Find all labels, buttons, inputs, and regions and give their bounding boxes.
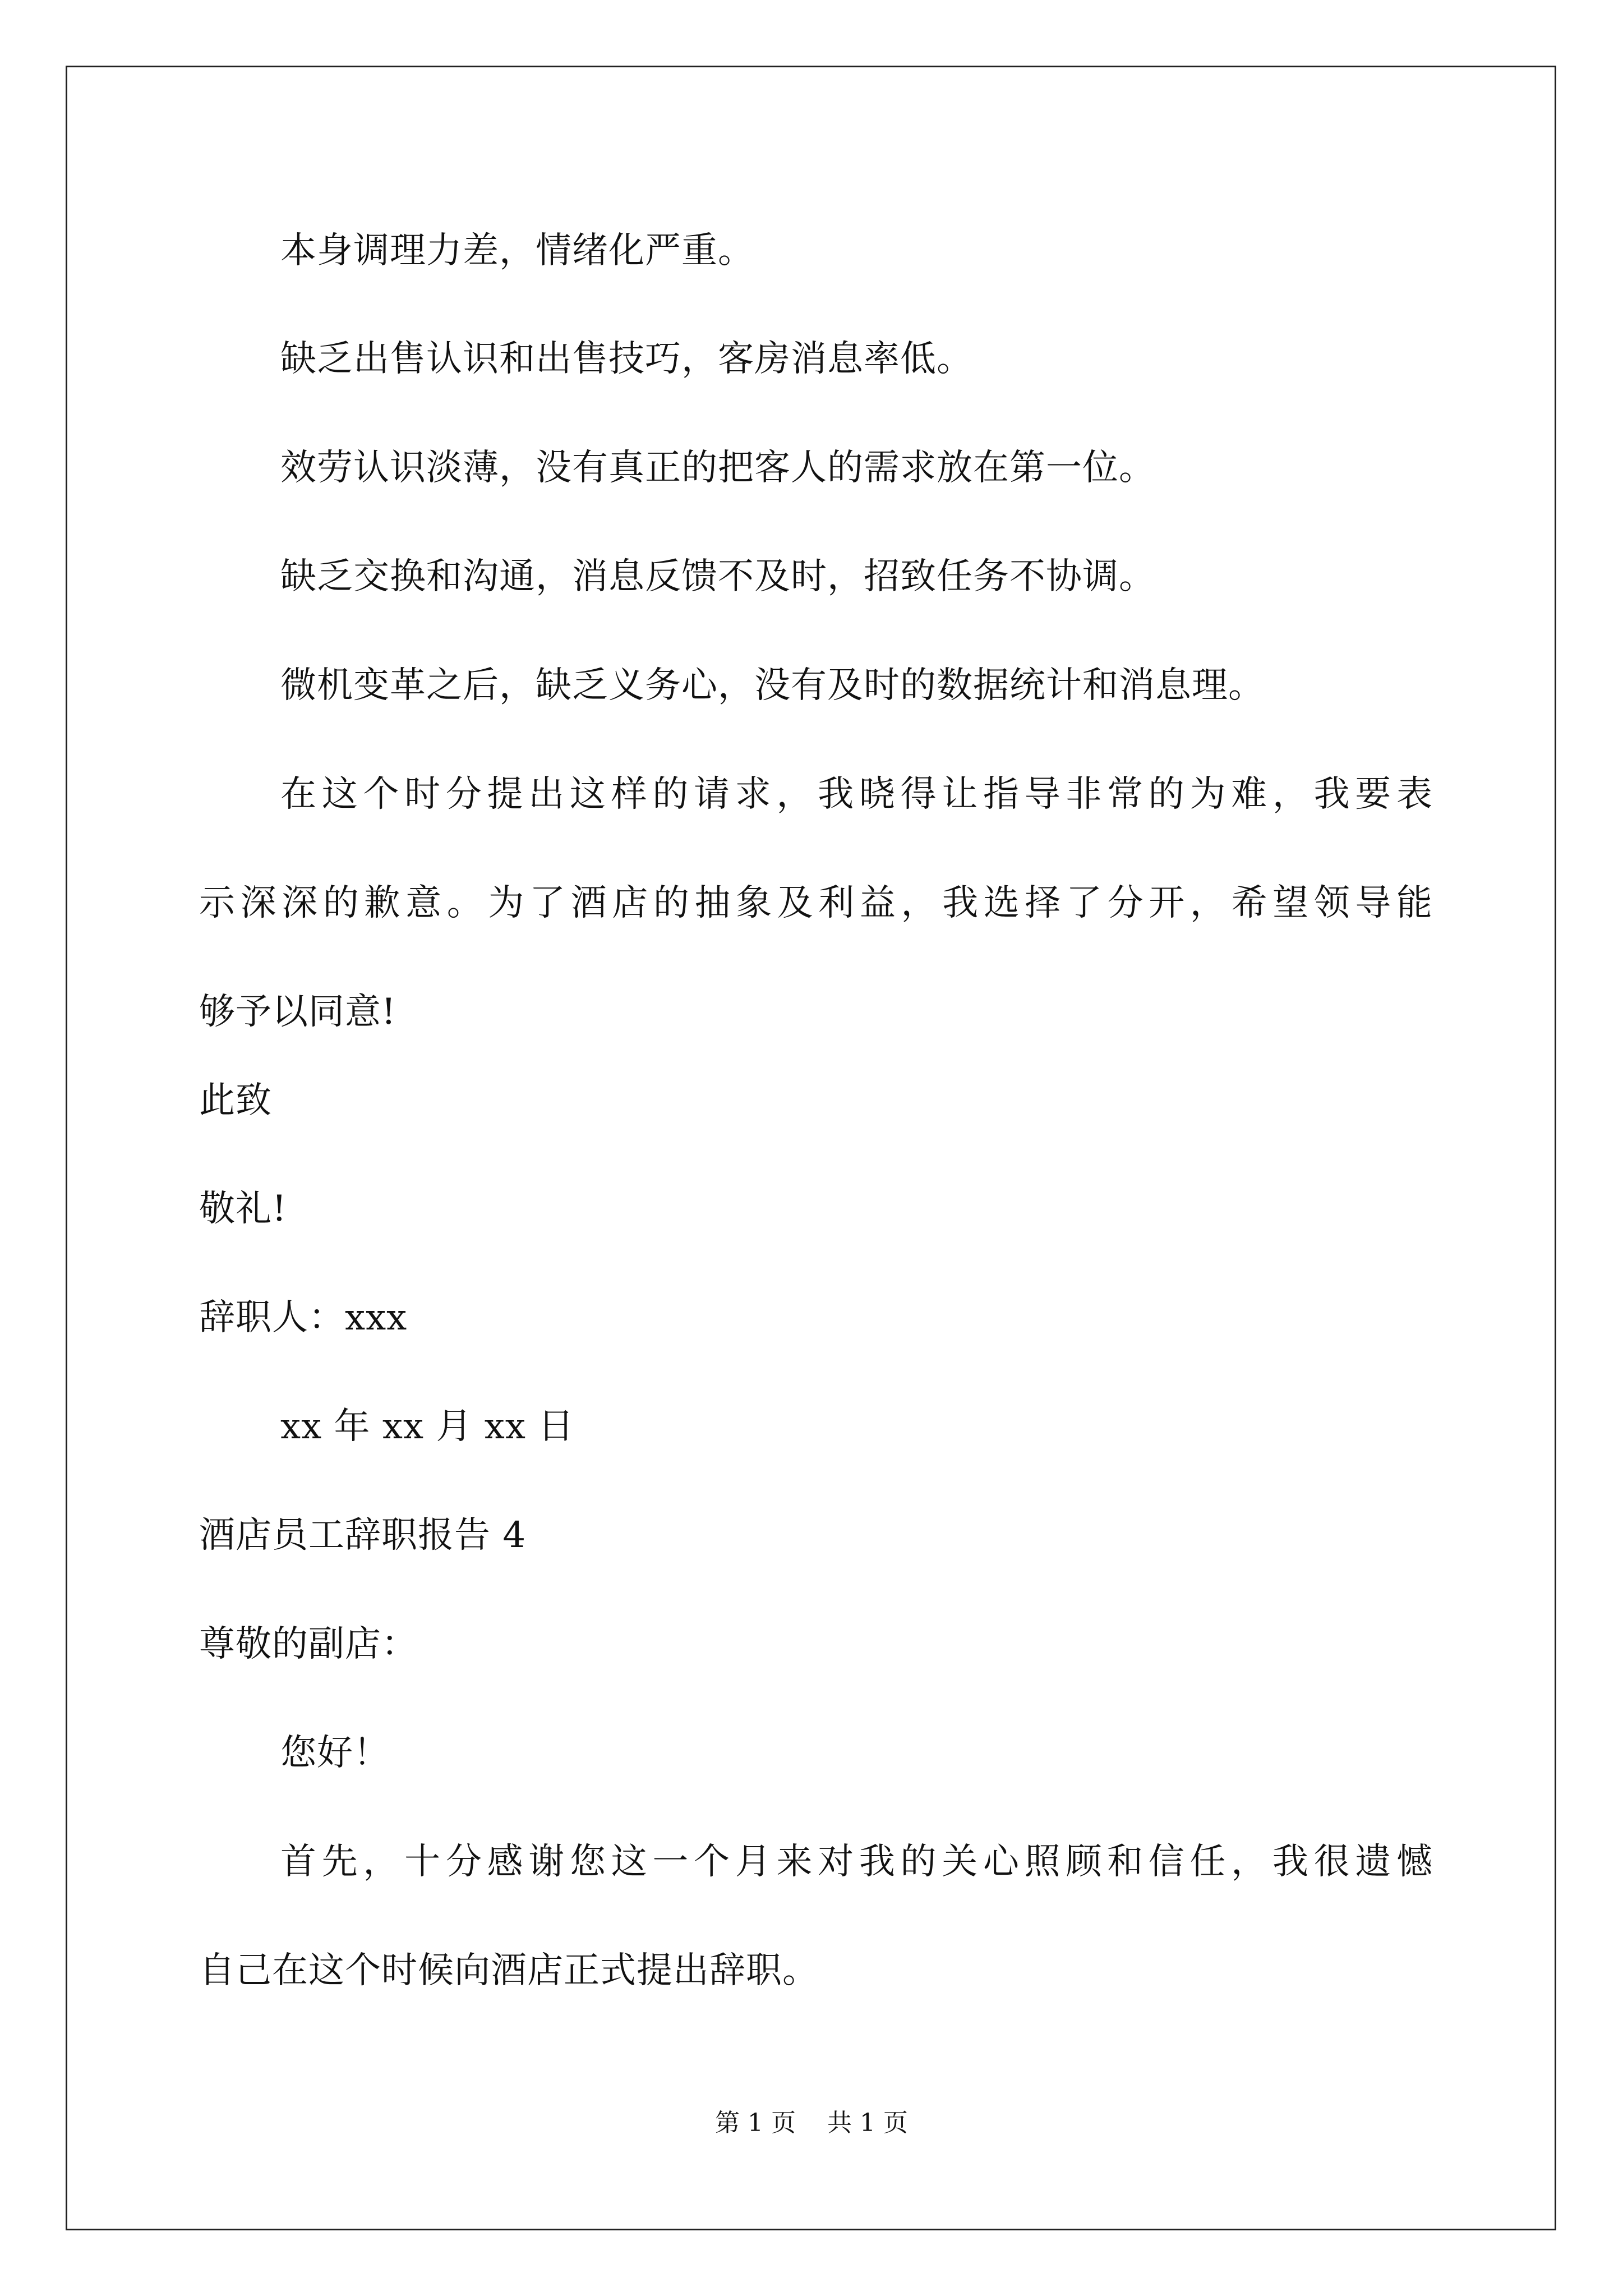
paragraph-line-3: 效劳认识淡薄，没有真正的把客人的需求放在第一位。 xyxy=(280,447,1155,489)
paragraph-line-17: 自己在这个时候向酒店正式提出辞职。 xyxy=(199,1950,819,1991)
paragraph-line-7: 示深深的歉意。为了酒店的抽象及利益，我选择了分开，希望领导能 xyxy=(199,882,1433,924)
greeting-line: 您好！ xyxy=(280,1732,390,1774)
paragraph-line-8: 够予以同意! xyxy=(199,991,396,1033)
signature-line: 辞职人：xxx xyxy=(199,1297,408,1338)
page-footer: 第 1 页 共 1 页 xyxy=(715,2109,908,2137)
date-line: xx 年 xx 月 xx 日 xyxy=(280,1406,575,1447)
paragraph-line-16: 首先，十分感谢您这一个月来对我的关心照顾和信任，我很遗憾 xyxy=(280,1841,1433,1883)
section-title: 酒店员工辞职报告 4 xyxy=(199,1515,527,1556)
paragraph-line-1: 本身调理力差，情绪化严重。 xyxy=(280,230,754,272)
paragraph-line-4: 缺乏交换和沟通，消息反馈不及时，招致任务不协调。 xyxy=(280,556,1155,597)
page-border xyxy=(66,66,1556,2230)
closing-regards: 敬礼! xyxy=(199,1188,287,1230)
closing-salutation: 此致 xyxy=(199,1080,272,1121)
paragraph-line-2: 缺乏出售认识和出售技巧，客房消息率低。 xyxy=(280,338,973,380)
paragraph-line-6: 在这个时分提出这样的请求，我晓得让指导非常的为难，我要表 xyxy=(280,774,1433,815)
recipient-line: 尊敬的副店： xyxy=(199,1623,418,1665)
paragraph-line-5: 微机变革之后，缺乏义务心，没有及时的数据统计和消息理。 xyxy=(280,665,1265,706)
